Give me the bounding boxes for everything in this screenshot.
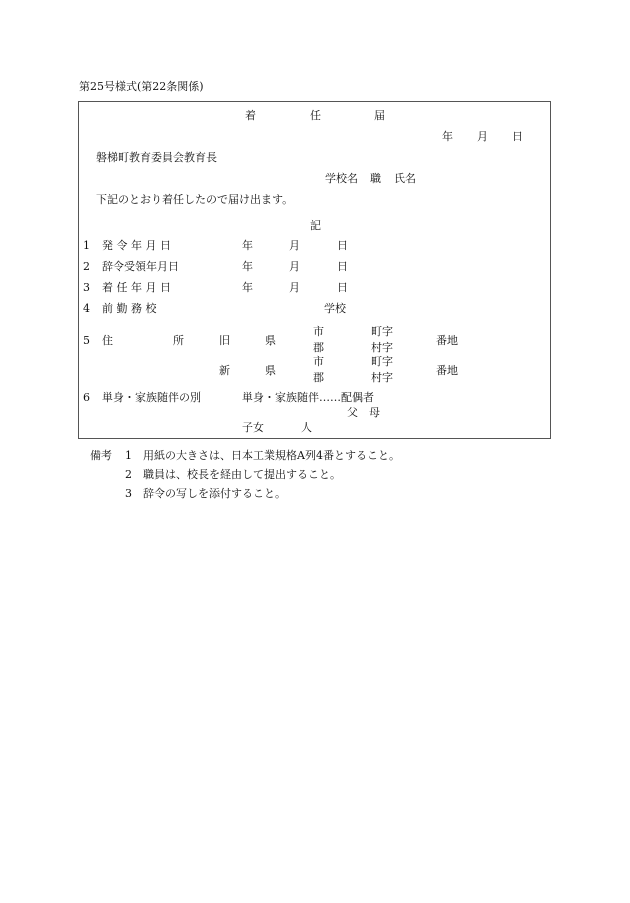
name-label: 氏名 [394,172,416,185]
item2-label: 辞令受領年月日 [102,260,179,273]
date-day: 日 [512,130,523,143]
new-pref: 県 [265,364,276,377]
item1-day: 日 [337,239,348,252]
title-char-1: 着 [245,109,256,122]
item2-day: 日 [337,260,348,273]
old-city: 市 [313,325,324,338]
new-town: 町字 [371,355,393,368]
item3-day: 日 [337,281,348,294]
item4-school: 学校 [324,302,346,315]
old-village: 村字 [371,341,393,354]
old-pref: 県 [265,334,276,347]
new-village: 村字 [371,371,393,384]
item3-number: 3 [83,281,90,294]
note-3-text: 辞令の写しを添付すること。 [143,487,286,500]
item6-persons: 人 [301,421,312,434]
item6-parents: 父 母 [347,406,380,419]
new-banchi: 番地 [436,364,458,377]
old-banchi: 番地 [436,334,458,347]
old-address-label: 旧 [219,334,230,347]
item6-option: 単身・家族随伴……配偶者 [242,391,374,404]
item1-label: 発 令 年 月 日 [102,239,171,252]
item2-year: 年 [242,260,253,273]
item1-month: 月 [289,239,300,252]
title-char-2: 任 [310,109,321,122]
item4-label: 前 勤 務 校 [102,302,157,315]
item5-label-b: 所 [173,334,184,347]
date-year: 年 [442,130,453,143]
item2-number: 2 [83,260,90,273]
notes-label: 備考 [90,449,112,462]
item6-number: 6 [83,391,90,404]
item6-label: 単身・家族随伴の別 [102,391,201,404]
item3-month: 月 [289,281,300,294]
job-label: 職 [370,172,381,185]
new-city: 市 [313,355,324,368]
date-month: 月 [477,130,488,143]
item4-number: 4 [83,302,90,315]
item3-year: 年 [242,281,253,294]
old-town: 町字 [371,325,393,338]
note-2-number: 2 [125,468,132,481]
recipient: 磐梯町教育委員会教育長 [96,151,217,164]
item1-year: 年 [242,239,253,252]
item1-number: 1 [83,239,90,252]
note-1-number: 1 [125,449,132,462]
item6-children: 子女 [242,421,264,434]
item3-label: 着 任 年 月 日 [102,281,171,294]
title-char-3: 届 [374,109,385,122]
school-name-label: 学校名 [325,172,358,185]
new-address-label: 新 [219,364,230,377]
ki-heading: 記 [310,219,321,232]
note-1-text: 用紙の大きさは、日本工業規格A列4番とすること。 [143,449,400,462]
note-2-text: 職員は、校長を経由して提出すること。 [143,468,341,481]
item2-month: 月 [289,260,300,273]
form-number: 第25号様式(第22条関係) [79,80,204,93]
intro-text: 下記のとおり着任したので届け出ます。 [96,193,294,206]
item5-label-a: 住 [102,334,113,347]
note-3-number: 3 [125,487,132,500]
new-gun: 郡 [313,371,324,384]
old-gun: 郡 [313,341,324,354]
item5-number: 5 [83,334,90,347]
